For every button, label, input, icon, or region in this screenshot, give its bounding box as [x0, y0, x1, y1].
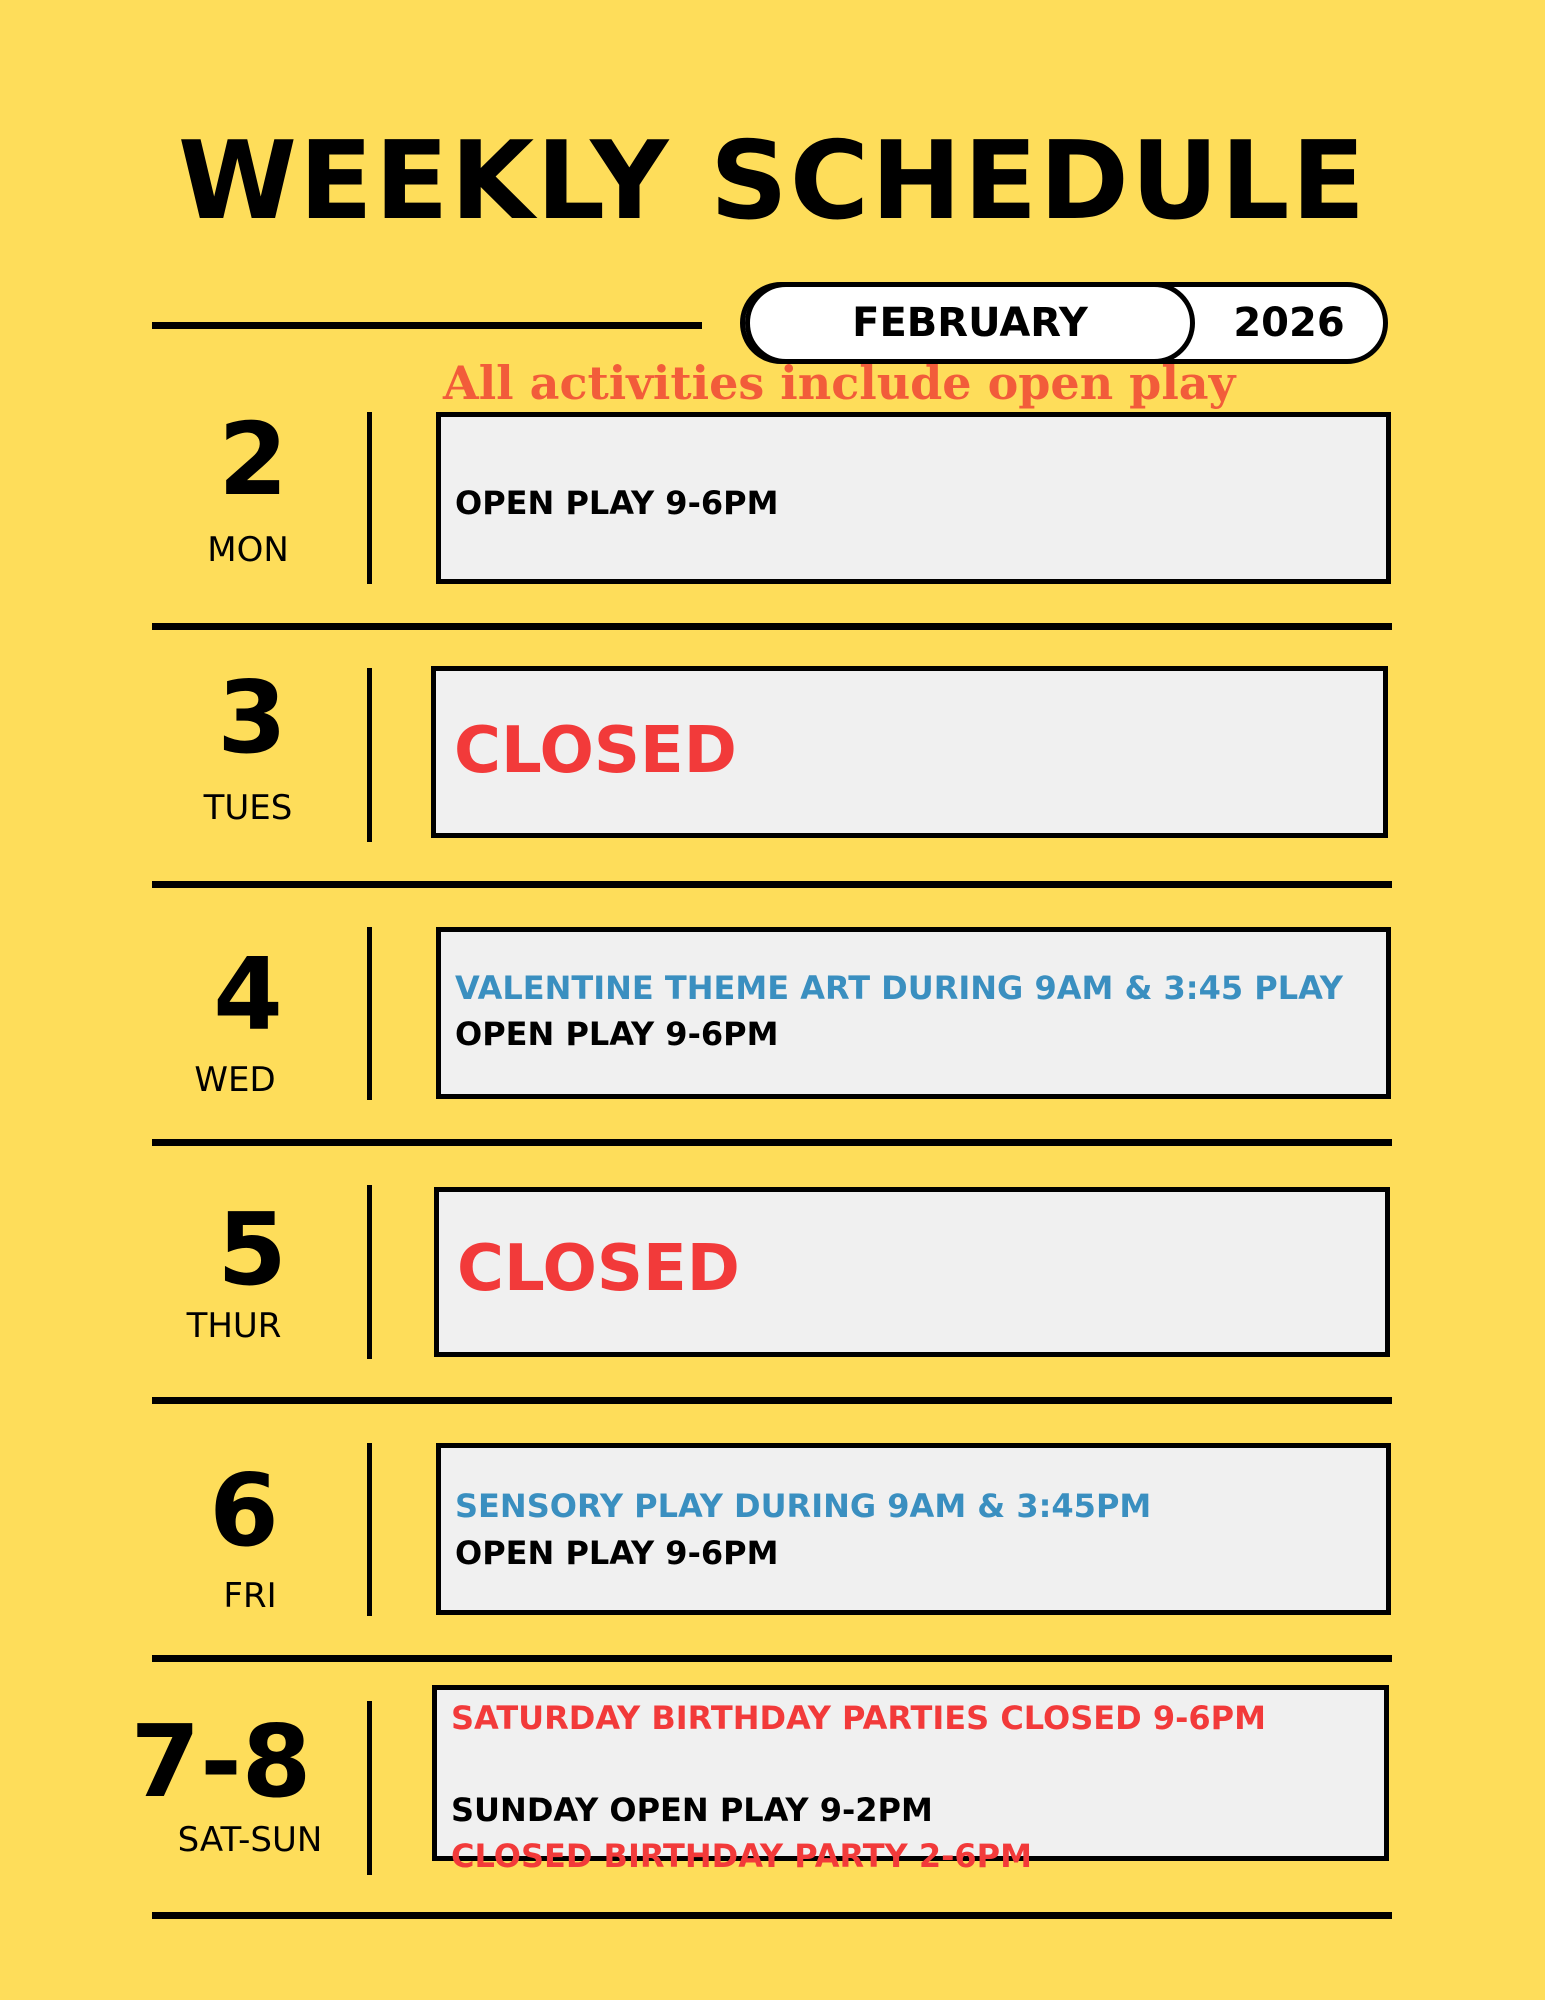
day-name: SAT-SUN	[177, 1820, 323, 1860]
date-pill	[740, 282, 1388, 364]
day-divider	[367, 668, 372, 842]
row-divider	[152, 623, 1392, 630]
activity-line: OPEN PLAY 9-6PM	[455, 484, 779, 522]
page-title: WEEKLY SCHEDULE	[177, 119, 1368, 244]
day-number: 7-8	[130, 1703, 312, 1820]
row-divider	[152, 1397, 1392, 1404]
schedule-box-thur	[434, 1187, 1390, 1357]
day-name: WED	[194, 1060, 276, 1100]
row-divider	[152, 1655, 1392, 1662]
day-name: TUES	[203, 788, 293, 828]
activity-line: SATURDAY BIRTHDAY PARTIES CLOSED 9-6PM	[451, 1699, 1266, 1737]
closed-label: CLOSED	[457, 1232, 740, 1306]
open-play-note: All activities include open play	[443, 356, 1236, 410]
activity-line: CLOSED BIRTHDAY PARTY 2-6PM	[451, 1837, 1032, 1875]
schedule-box-fri	[436, 1443, 1391, 1615]
activity-line: OPEN PLAY 9-6PM	[455, 1534, 779, 1572]
schedule-box-wed	[436, 927, 1391, 1099]
day-divider	[367, 927, 372, 1100]
header-divider	[152, 322, 702, 329]
row-divider	[152, 1139, 1392, 1146]
activity-line: SENSORY PLAY DURING 9AM & 3:45PM	[455, 1487, 1152, 1525]
day-number: 2	[218, 401, 288, 518]
day-divider	[367, 1443, 372, 1616]
year-label: 2026	[1233, 300, 1345, 346]
day-number: 3	[217, 659, 287, 776]
day-divider	[367, 1185, 372, 1359]
day-number: 5	[217, 1191, 287, 1308]
day-number: 6	[209, 1452, 279, 1569]
closed-label: CLOSED	[454, 714, 737, 788]
schedule-box-mon	[436, 412, 1391, 584]
day-name: THUR	[186, 1306, 282, 1346]
activity-line: VALENTINE THEME ART DURING 9AM & 3:45 PLAY	[455, 969, 1343, 1007]
day-number: 4	[213, 936, 283, 1053]
month-label: FEBRUARY	[745, 282, 1195, 364]
day-name: MON	[207, 530, 289, 570]
activity-line: SUNDAY OPEN PLAY 9-2PM	[451, 1791, 933, 1829]
day-divider	[367, 1701, 372, 1875]
row-divider	[152, 881, 1392, 888]
day-divider	[367, 412, 372, 584]
schedule-box-weekend	[432, 1685, 1389, 1875]
schedule-box-tues	[431, 666, 1388, 838]
day-name: FRI	[223, 1576, 277, 1616]
activity-line: OPEN PLAY 9-6PM	[455, 1015, 779, 1053]
row-divider	[152, 1912, 1392, 1919]
